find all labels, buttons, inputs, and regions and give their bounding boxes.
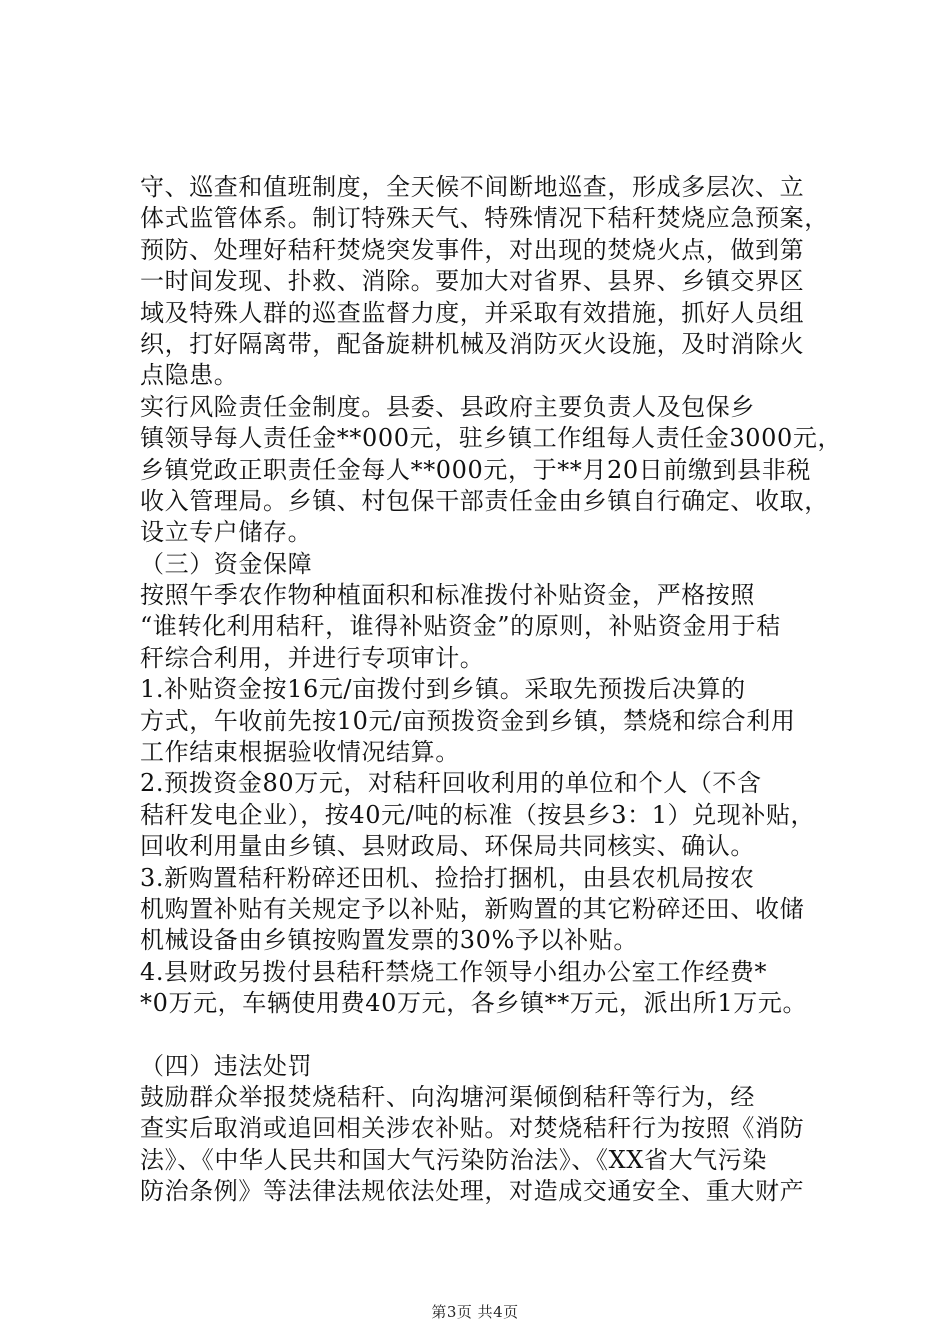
- text-line: 法》、《中华人民共和国大气污染防治法》、《XX省大气污染: [140, 1145, 767, 1174]
- text-line: “谁转化利用秸秆，谁得补贴资金”的原则，补贴资金用于秸: [140, 612, 781, 641]
- text-line: 守、巡查和值班制度，全天候不间断地巡查，形成多层次、立: [140, 173, 805, 201]
- paragraph-gap: [140, 1020, 840, 1051]
- text-line: 织，打好隔离带，配备旋耕机械及消防灭火设施，及时消除火: [140, 329, 805, 358]
- text-line: 防治条例》等法律法规依法处理，对造成交通安全、重大财产: [140, 1177, 805, 1206]
- text-line: 预防、处理好秸秆焚烧突发事件，对出现的焚烧火点，做到第: [140, 235, 805, 264]
- text-line: 实行风险责任金制度。县委、县政府主要负责人及包保乡: [140, 392, 755, 421]
- section-heading: （三）资金保障: [140, 549, 313, 578]
- text-line: 2.预拨资金80万元，对秸秆回收利用的单位和个人（不含: [140, 769, 762, 798]
- text-line: 镇领导每人责任金**000元，驻乡镇工作组每人责任金3000元，: [140, 424, 843, 453]
- text-line: 体式监管体系。制订特殊天气、特殊情况下秸秆焚烧应急预案，: [140, 204, 829, 233]
- text-line: 按照午季农作物种植面积和标准拨付补贴资金，严格按照: [140, 581, 755, 610]
- page-number-footer: 第3页 共4页: [431, 1303, 519, 1321]
- text-line: 4.县财政另拨付县秸秆禁烧工作领导小组办公室工作经费*: [140, 957, 768, 986]
- text-line: 收入管理局。乡镇、村包保干部责任金由乡镇自行确定、收取，: [140, 486, 829, 515]
- document-body: [140, 172, 843, 1208]
- text-line: 域及特殊人群的巡查监督力度，并采取有效措施，抓好人员组: [140, 298, 805, 327]
- text-line: 设立专户储存。: [140, 518, 313, 547]
- text-line: 秸秆发电企业），按40元/吨的标准（按县乡3：1）兑现补贴，: [140, 800, 816, 829]
- text-line: 方式，午收前先按10元/亩预拨资金到乡镇，禁烧和综合利用: [140, 706, 796, 735]
- text-line: 查实后取消或追回相关涉农补贴。对焚烧秸秆行为按照《消防: [140, 1114, 805, 1143]
- text-line: 机购置补贴有关规定予以补贴，新购置的其它粉碎还田、收储: [140, 894, 805, 923]
- text-line: 机械设备由乡镇按购置发票的30%予以补贴。: [140, 926, 638, 955]
- text-line: 鼓励群众举报焚烧秸秆、向沟塘河渠倾倒秸秆等行为，经: [140, 1082, 755, 1111]
- section-heading: （四）违法处罚: [140, 1051, 313, 1080]
- text-line: *0万元，车辆使用费40万元，各乡镇**万元，派出所1万元。: [140, 989, 808, 1018]
- text-line: 回收利用量由乡镇、县财政局、环保局共同核实、确认。: [140, 832, 755, 861]
- text-line: 乡镇党政正职责任金每人**000元，于**月20日前缴到县非税: [140, 455, 811, 484]
- text-line: 一时间发现、扑救、消除。要加大对省界、县界、乡镇交界区: [140, 267, 805, 296]
- text-line: 点隐患。: [140, 361, 239, 390]
- text-line: 工作结束根据验收情况结算。: [140, 738, 460, 767]
- text-line: 3.新购置秸秆粉碎还田机、捡拾打捆机，由县农机局按农: [140, 863, 755, 892]
- text-line: 1.补贴资金按16元/亩拨付到乡镇。采取先预拨后决算的: [140, 675, 746, 704]
- text-line: 秆综合利用，并进行专项审计。: [140, 643, 485, 672]
